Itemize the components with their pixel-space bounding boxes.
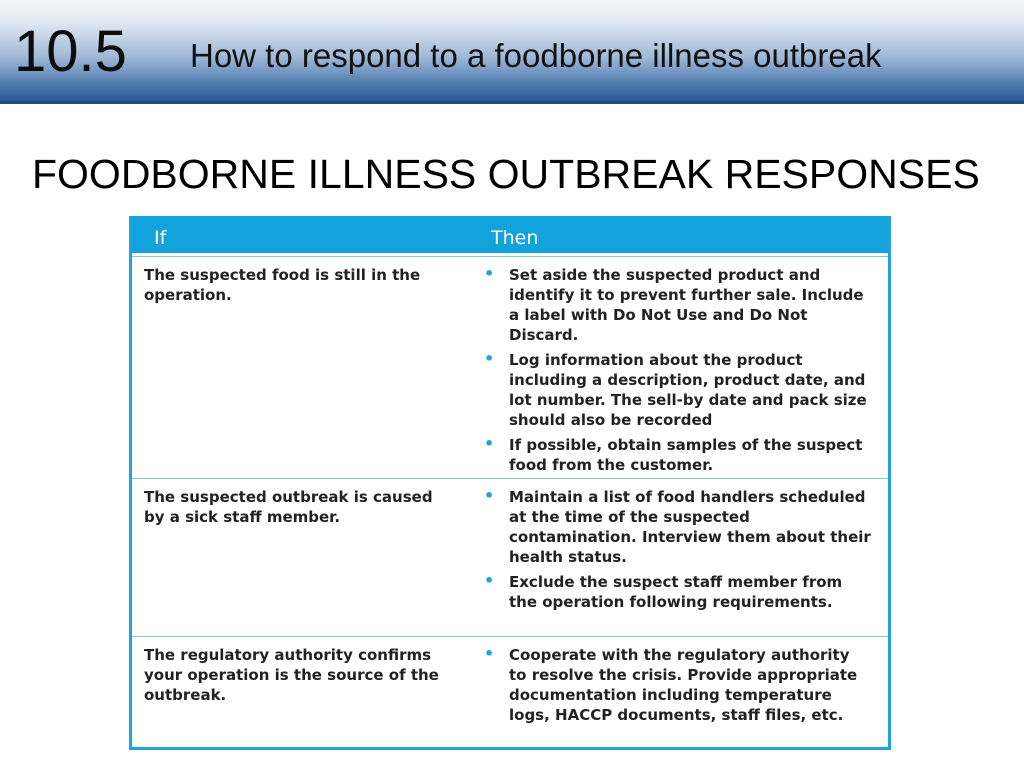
then-item-text: Cooperate with the regulatory authority to resolve the crisis. Provide appropriate documentation including temperature logs, HACCP documents, staff files, etc.	[509, 646, 858, 724]
table-row	[132, 256, 888, 478]
column-header-if: If	[154, 227, 167, 249]
then-item-text: Log information about the product including a description, product date, and lot number. The sell-by date and pack size should also be recorded	[509, 351, 867, 429]
bullet-icon: •	[484, 434, 495, 453]
then-item	[482, 487, 872, 567]
then-cell	[482, 265, 872, 480]
header-bar	[0, 0, 1024, 104]
then-item	[482, 645, 872, 725]
then-item	[482, 350, 872, 430]
then-item	[482, 572, 872, 612]
if-cell: The suspected outbreak is caused by a sick staff member.	[144, 488, 433, 526]
then-cell	[482, 645, 872, 730]
then-item-text: Maintain a list of food handlers scheduled at the time of the suspected contamination. Interview them about their health status.	[509, 488, 871, 566]
table-row	[132, 636, 888, 747]
bullet-icon: •	[484, 349, 495, 368]
response-table	[129, 216, 891, 750]
if-cell: The regulatory authority confirms your operation is the source of the outbreak.	[144, 646, 439, 704]
section-title: How to respond to a foodborne illness outbreak	[190, 37, 882, 74]
then-item-text: Exclude the suspect staff member from the operation following requirements.	[509, 573, 843, 611]
bullet-icon: •	[484, 486, 495, 505]
column-header-then: Then	[491, 227, 539, 249]
then-item	[482, 435, 872, 475]
then-cell	[482, 487, 872, 617]
bullet-icon: •	[484, 571, 495, 590]
then-item-text: If possible, obtain samples of the suspect food from the customer.	[509, 436, 863, 474]
slide-heading: FOODBORNE ILLNESS OUTBREAK RESPONSES	[32, 151, 980, 197]
table-header-row	[132, 216, 888, 256]
if-cell: The suspected food is still in the operation.	[144, 266, 421, 304]
then-item-text: Set aside the suspected product and identify it to prevent further sale. Include a label with Do Not Use and Do Not Discard.	[509, 266, 864, 344]
bullet-icon: •	[484, 264, 495, 283]
section-number: 10.5	[14, 19, 127, 84]
bullet-icon: •	[484, 644, 495, 663]
then-item	[482, 265, 872, 345]
table-row	[132, 478, 888, 638]
